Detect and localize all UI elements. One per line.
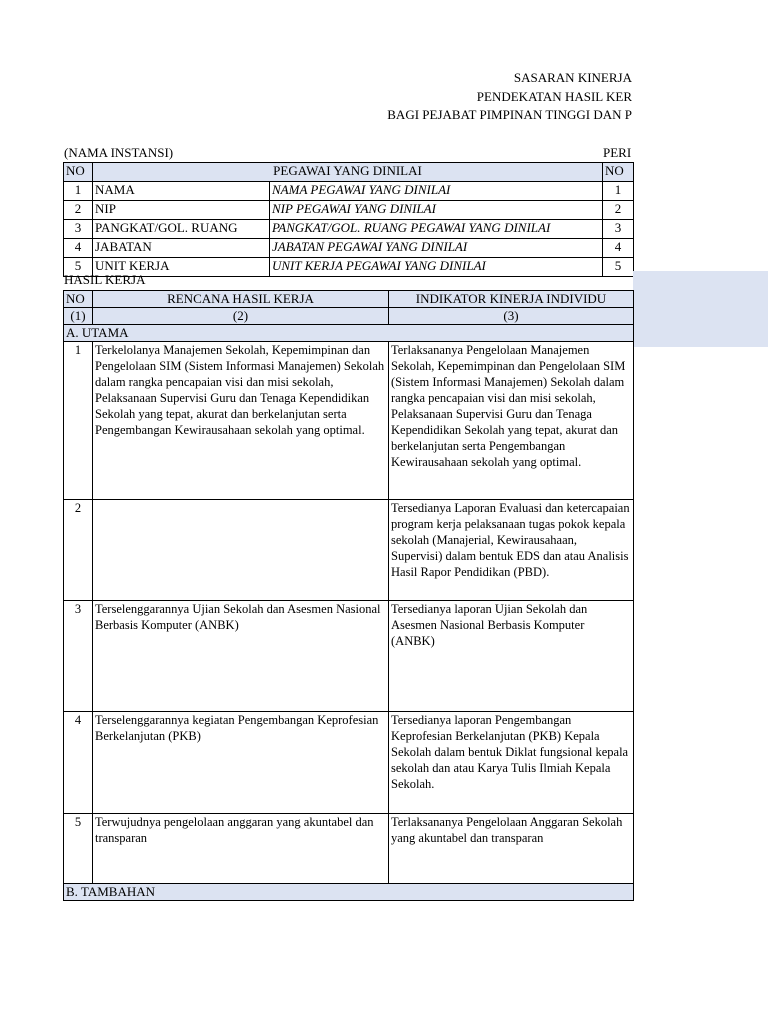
row-indikator: Tersedianya Laporan Evaluasi dan ketercapaian program kerja pelaksanaan tugas pokok kepala sekolah (Manajerial, Kewirausahaan, Supervisi) dalam bentuk EDS dan atau Analisis Hasil Rapor Pendidikan (PBD). [389,500,634,601]
row-indikator: Tersedianya laporan Pengembangan Keprofesian Berkelanjutan (PKB) Kepala Sekolah dalam bentuk Diklat fungsional kepala sekolah dan atau Karya Tulis Ilmiah Kepala Sekolah. [389,712,634,814]
row-label: PANGKAT/GOL. RUANG [93,220,270,239]
row-no: 2 [64,500,93,601]
row-label: NIP [93,201,270,220]
row-no: 5 [64,258,93,277]
hasil-kerja-label: HASIL KERJA [64,272,146,287]
row-label: JABATAN [93,239,270,258]
table-row [64,601,634,712]
row-rencana: Terwujudnya pengelolaan anggaran yang akuntabel dan transparan [93,814,389,884]
header-fill-band [633,271,768,347]
row-indikator: Tersedianya laporan Ujian Sekolah dan Asesmen Nasional Berbasis Komputer (ANBK) [389,601,634,712]
row-label: NAMA [93,182,270,201]
row-value: JABATAN PEGAWAI YANG DINILAI [270,239,603,258]
table-row [64,342,634,500]
row-no-right: 2 [603,201,634,220]
hasil-col-indikator: INDIKATOR KINERJA INDIVIDU [389,291,634,308]
table-row [64,220,634,239]
instansi-label: (NAMA INSTANSI) [64,145,174,160]
table-row [64,239,634,258]
row-value: NIP PEGAWAI YANG DINILAI [270,201,603,220]
row-no-right: 4 [603,239,634,258]
row-no: 1 [64,342,93,500]
row-indikator: Terlaksananya Pengelolaan Anggaran Sekolah yang akuntabel dan transparan [389,814,634,884]
row-no: 1 [64,182,93,201]
pegawai-table [63,162,634,277]
row-no-right: 3 [603,220,634,239]
row-rencana: Terkelolanya Manajemen Sekolah, Kepemimpinan dan Pengelolaan SIM (Sistem Informasi Manajemen) Sekolah dalam rangka pencapaian visi dan misi sekolah, Pelaksanaan Supervisi Guru dan Tenaga Kependidikan Sekolah yang tepat, akurat dan berkelanjutan serta Pengembangan Kewirausahaan sekolah yang optimal. [93,342,389,500]
pegawai-col-no: NO [64,163,93,182]
table-row [64,201,634,220]
pegawai-col-title: PEGAWAI YANG DINILAI [93,163,603,182]
row-value: PANGKAT/GOL. RUANG PEGAWAI YANG DINILAI [270,220,603,239]
document-subtitle: PENDEKATAN HASIL KER [476,89,632,104]
document-title: SASARAN KINERJA [513,70,632,85]
hasil-col-no: NO [64,291,93,308]
row-no: 3 [64,220,93,239]
row-no: 2 [64,201,93,220]
table-row [64,182,634,201]
hasil-num-no: (1) [64,308,93,325]
row-no-right: 1 [603,182,634,201]
periode-label: PERI [603,145,632,160]
row-no: 3 [64,601,93,712]
row-label: UNIT KERJA [93,258,270,277]
hasil-col-rencana: RENCANA HASIL KERJA [93,291,389,308]
pegawai-col-no-right: NO [603,163,634,182]
hasil-kerja-table [63,290,634,901]
table-row [64,500,634,601]
row-rencana [93,500,389,601]
section-tambahan: B. TAMBAHAN [64,884,634,901]
row-indikator: Terlaksananya Pengelolaan Manajemen Sekolah, Kepemimpinan dan Pengelolaan SIM (Sistem Informasi Manajemen) Sekolah dalam rangka pencapaian visi dan misi sekolah, Pelaksanaan Supervisi Guru dan Tenaga Kependidikan Sekolah yang tepat, akurat dan berkelanjutan serta Pengembangan Kewirausahaan sekolah yang optimal. [389,342,634,500]
row-value: NAMA PEGAWAI YANG DINILAI [270,182,603,201]
row-no: 4 [64,239,93,258]
table-row [64,814,634,884]
row-value: UNIT KERJA PEGAWAI YANG DINILAI [270,258,603,277]
row-no: 4 [64,712,93,814]
table-row [64,712,634,814]
document-subtitle-2: BAGI PEJABAT PIMPINAN TINGGI DAN P [387,107,632,122]
table-row [64,258,634,277]
row-rencana: Terselenggarannya Ujian Sekolah dan Asesmen Nasional Berbasis Komputer (ANBK) [93,601,389,712]
section-utama: A. UTAMA [64,325,634,342]
row-rencana: Terselenggarannya kegiatan Pengembangan Keprofesian Berkelanjutan (PKB) [93,712,389,814]
hasil-num-indikator: (3) [389,308,634,325]
row-no-right: 5 [603,258,634,277]
row-no: 5 [64,814,93,884]
hasil-num-rencana: (2) [93,308,389,325]
